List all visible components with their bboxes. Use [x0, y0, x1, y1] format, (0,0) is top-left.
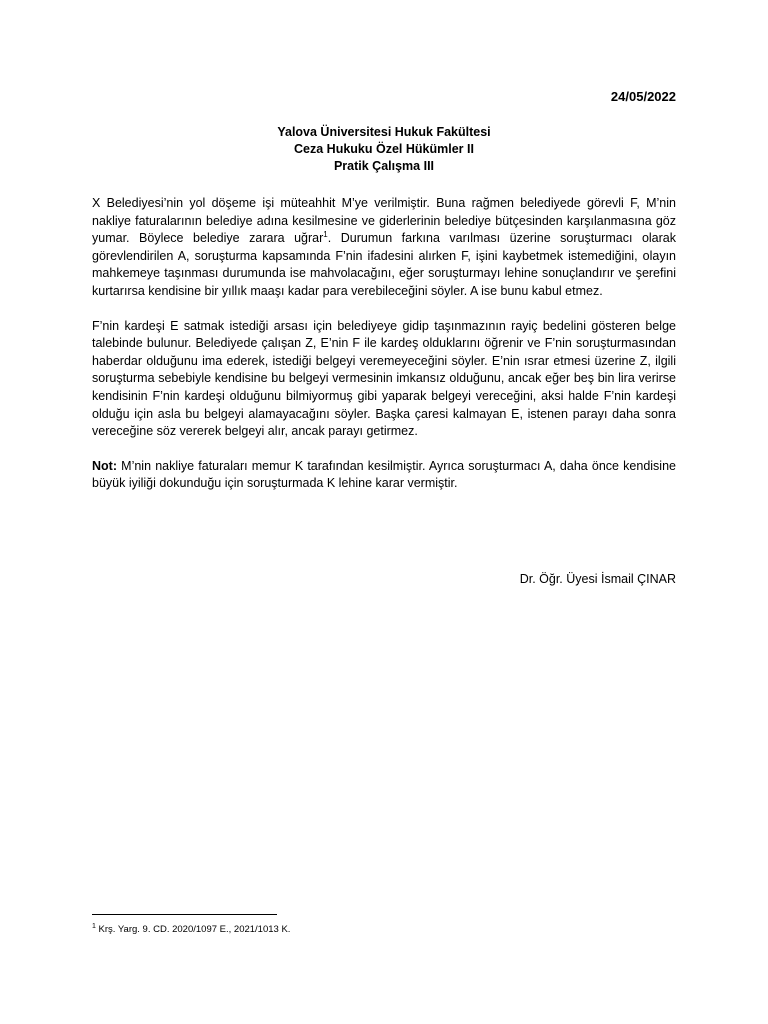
footnote [92, 923, 290, 936]
heading-course: Ceza Hukuku Özel Hükümler II [294, 142, 474, 156]
document-body [92, 195, 676, 510]
note-label: Not: [92, 458, 117, 473]
footnote-text: Krş. Yarg. 9. CD. 2020/1097 E., 2021/1013 K. [95, 924, 291, 935]
footnote-divider [92, 914, 277, 915]
author-signature: Dr. Öğr. Üyesi İsmail ÇINAR [519, 572, 676, 586]
paragraph-1-text-b: . Durumun farkına varılması üzerine soruşturmacı olarak görevlendirilen A, soruşturma kapsamında F’nin ifadesini alırken F, işini kaybetmek istemediğini, olayın mahkemeye taşınması durumunda ise mahvolacağını, eğer soruşturmayı lehine sonuçlandırır ve şerefini kurtarırsa kendisine bir yıllık maaşı kadar para verebileceğini söyler. A ise bunu kabul etmez. [92, 231, 676, 298]
document-heading [92, 124, 676, 175]
footnote-reference: 1 [323, 230, 328, 240]
paragraph-1-text-a: X Belediyesi’nin yol döşeme işi müteahhit M’ye verilmiştir. Buna rağmen belediyede görevli F, M’nin nakliye faturalarının belediye adına kesilmesine ve giderlerinin belediye bütçesinden karşılanmasına göz yumar. Böylece belediye zarara uğrar [92, 196, 676, 246]
note-text: M’nin nakliye faturaları memur K tarafından kesilmiştir. Ayrıca soruşturmacı A, daha önce kendisine büyük iyiliği dokunduğu için soruşturmada K lehine karar vermiştir. [92, 458, 676, 491]
heading-assignment: Pratik Çalışma III [333, 159, 435, 173]
document-date: 24/05/2022 [610, 89, 676, 104]
paragraph-case-part-2: F’nin kardeşi E satmak istediği arsası için belediyeye gidip taşınmazının rayiç bedelini gösteren belge talebinde bulunur. Belediyede çalışan Z, E’nin F ile kardeş olduklarını öğrenir ve F’nin soruşturmasından haberdar olduğunu ima ederek, istediği belgeyi veremeyeceğini söyler. E’nin ısrar etmesi üzerine Z, ilgili soruşturma sebebiyle kendisine bu belgeyi vermesinin imkansız olduğunu, ancak eğer beş bin lira verirse kendisinin F’nin kardeşi olduğunu bilmiyormuş gibi yaparak belgeyi vereceğini, aksi halde F’nin kardeşi olduğu için asla bu belgeyi alamayacağını söyler. Başka çaresi kalmayan E, istenen parayı daha sonra vereceğine söz vererek belgeyi alır, ancak parayı getirmez. [92, 318, 676, 439]
heading-university: Yalova Üniversitesi Hukuk Fakültesi [277, 125, 491, 139]
footnote-number: 1 [92, 922, 96, 930]
paragraph-note [92, 458, 676, 493]
paragraph-case-part-1 [92, 195, 676, 301]
